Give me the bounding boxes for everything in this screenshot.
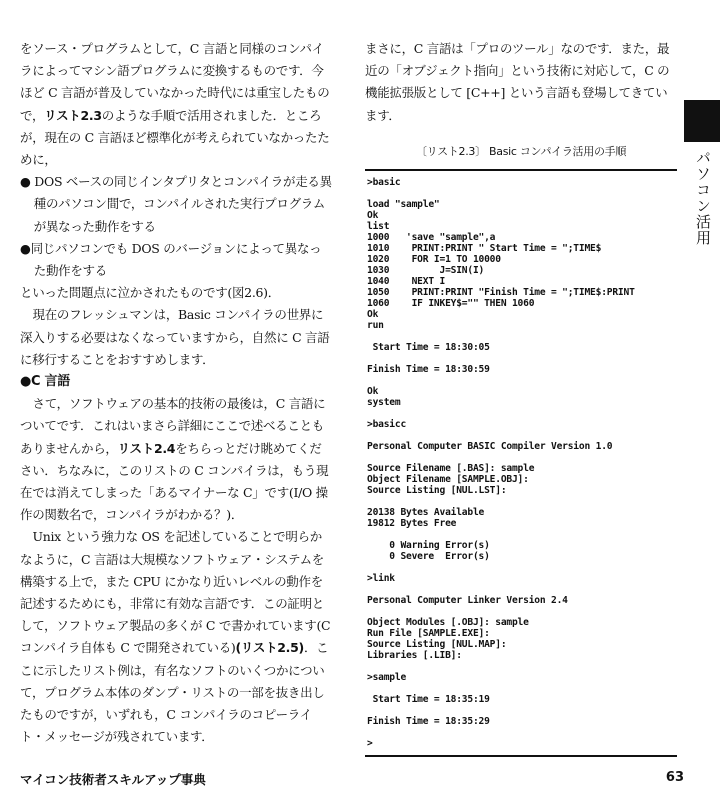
chapter-tab	[684, 100, 720, 142]
page-number: 63	[665, 770, 684, 785]
chapter-side-label: パソコン活用	[694, 150, 712, 246]
listing-title: 〔リスト2.3〕 Basic コンパイラ活用の手順	[415, 144, 627, 158]
listing-ref-2-5: (リスト2.5)	[235, 640, 304, 656]
bullet-item-2: ●同じパソコンでも DOS のバージョンによって異なった動作をする	[20, 240, 322, 279]
paragraph-4: さて，ソフトウェアの基本的技術の最後は，C 言語についてです．これはいまさら詳細にここで述べることもありませんから，リスト2.4をちらっとだけ眺めてください．ちなみに，このリストの C コンパイラは，もう現在では消えてしまった「あるマイナーな C」です(I/O 操作の関数名で，コンパイラがわかる？)．	[20, 396, 329, 523]
footer-book-title: マイコン技術者スキルアップ事典	[20, 772, 206, 787]
listing-text: >basic load "sample" Ok list 1000 'save "sample",a 1010 PRINT:PRINT " Start Time = ";TIME$ 1020 FOR I=1 TO 10000 1030 J=SIN(I) 1040 NEXT I 1050 PRINT:PRINT "Finish Time = ";TIME$:PRINT 1060 IF INKEY$="" THEN 1060 Ok run Start Time = 18:30:05 Finish Time = 18:30:59 Ok system >basicc Personal Computer BASIC Compiler Version 1.0 Source Filename [.BAS]: sample Object Filename [SAMPLE.OBJ]: Source Listing [NUL.LST]: 20138 Bytes Available 19812 Bytes Free 0 Warning Error(s) 0 Severe Error(s) >link Personal Computer Linker Version 2.4 Object Modules [.OBJ]: sample Run File [SAMPLE.EXE]: Source Listing [NUL.MAP]: Libraries [.LIB]: >sample Start Time = 18:35:19 Finish Time = 18:35:29 >	[367, 177, 635, 750]
right-column	[365, 38, 677, 757]
paragraph-1: をソース・プログラムとして，C 言語と同様のコンパイラによってマシン語プログラムに変換するものです．今ほど C 言語が普及していなかった時代には重宝したもので，リスト2.3のような手順で活用されました．ところが，現在の C 言語ほど標準化が考えられていなかったために，	[20, 41, 330, 168]
paragraph-2: といった問題点に泣かされたものです(図2.6)．	[20, 285, 280, 301]
left-column	[20, 38, 332, 749]
section-heading-c-language: ●C 言語	[20, 374, 70, 390]
bullet-item-1: ● DOS ベースの同じインタプリタとコンパイラが走る異種のパソコン間で，コンパイルされた実行プログラムが異なった動作をする	[20, 174, 332, 234]
listing-ref-2-3: リスト2.3	[44, 107, 102, 123]
paragraph-3: 現在のフレッシュマンは，Basic コンパイラの世界に深入りする必要はなくなっていますから，自然に C 言語に移行することをおすすめします．	[20, 307, 330, 367]
listing-ref-2-4: リスト2.4	[117, 440, 176, 456]
paragraph-right-1: まさに，C 言語は「プロのツール」なのです．また，最近の「オブジェクト指向」という技術に対応して，C の機能拡張版として [C++] という言語も登場してきています．	[365, 41, 670, 123]
paragraph-5: Unix という強力な OS を記述していることで明らかなように，C 言語は大規模なソフトウェア・システムを構築する上で，また CPU にかなり近いレベルの動作を記述するためにも，非常に有効な言語です．この証明として，ソフトウェア製品の多くが C で書かれています(C コンパイラ自体も C で開発されている)(リスト2.5)．ここに示したリスト例は，有名なソフトのいくつかについて，プログラム本体のダンプ・リストの一部を抜き出したものですが，いずれも，C コンパイラのコピーライト・メッセージが残されています．	[20, 529, 331, 745]
code-listing-2-3	[365, 169, 677, 757]
